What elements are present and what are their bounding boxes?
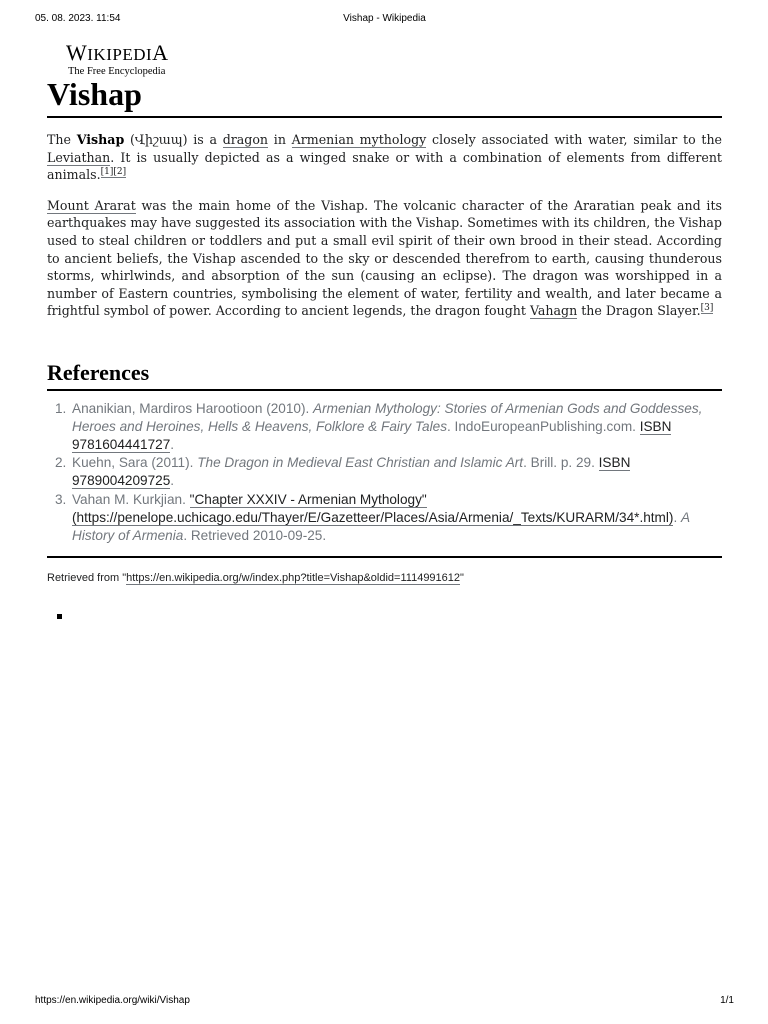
paragraph-intro: The Vishap (Վիշապ) is a dragon in Armenian mythology closely associated with water, similar to the Leviathan. It is usually depicted as a winged snake or with a combination of elements from different animals.[1][2]: [47, 132, 723, 183]
page-number: 1/1: [720, 995, 734, 1006]
bold-term: Vishap: [76, 132, 125, 147]
citation-2[interactable]: [2]: [113, 167, 127, 177]
print-title: Vishap - Wikipedia: [343, 13, 426, 24]
reference-item: 2. Kuehn, Sara (2011). The Dragon in Medieval East Christian and Islamic Art. Brill. p. 29. ISBN 9789004209725.: [55, 455, 631, 489]
references-heading: References: [47, 359, 722, 391]
logo-tagline: The Free Encyclopedia: [68, 66, 166, 77]
reference-title: The Dragon in Medieval East Christian and Islamic Art: [197, 455, 524, 471]
citation-1[interactable]: [1]: [100, 167, 114, 177]
print-date: 05. 08. 2023. 11:54: [35, 13, 121, 24]
isbn-number-link[interactable]: 9781604441727: [72, 436, 171, 452]
paragraph-body: Mount Ararat was the main home of the Vishap. The volcanic character of the Araratian peak and its earthquakes may have suggested its association with the Vishap. Sometimes with its children, the Vishap used to steal children or toddlers and put a small evil spirit of their own brood in their stead. According to ancient beliefs, the Vishap ascended to the sky or descended therefrom to earth, causing thunderous storms, whirlwinds, and absorption of the sun (causing an eclipse). The dragon was worshipped in a number of Eastern countries, symbolising the element of water, fertility and wealth, and later became a frightful symbol of power. According to ancient legends, the dragon fought Vahagn the Dragon Slayer.[3]: [47, 197, 722, 319]
logo-wordmark: WIKIPEDIA: [66, 40, 169, 65]
print-url: https://en.wikipedia.org/wiki/Vishap: [35, 995, 190, 1006]
chapter-link[interactable]: "Chapter XXXIV - Armenian Mythology" (https://penelope.uchicago.edu/Thayer/E/Gazetteer/Places/Asia/Armenia/_Texts/KURARM/34*.html): [72, 491, 674, 525]
print-header: [35, 13, 734, 27]
print-footer: [35, 995, 734, 1009]
retrieved-from: Retrieved from "https://en.wikipedia.org/w/index.php?title=Vishap&oldid=1114991612": [47, 572, 464, 584]
reference-item: 3. Vahan M. Kurkjian. "Chapter XXXIV - Armenian Mythology" (https://penelope.uchicago.edu/Thayer/E/Gazetteer/Places/Asia/Armenia/_Texts/KURARM/34*.html). A History of Armenia. Retrieved 2010-09-25.: [55, 491, 690, 543]
link-armenian-mythology[interactable]: Armenian mythology: [291, 132, 427, 147]
reference-item: 1. Ananikian, Mardiros Harootioon (2010). Armenian Mythology: Stories of Armenian Gods and Goddesses, Heroes and Heroines, Hells & Heavens, Folklore & Fairy Tales. IndoEuropeanPublishing.com. ISBN 9781604441727.: [55, 401, 703, 452]
link-dragon[interactable]: dragon: [222, 132, 269, 147]
citation-3[interactable]: [3]: [700, 303, 714, 314]
isbn-link[interactable]: ISBN: [598, 455, 631, 471]
link-mount-ararat[interactable]: Mount Ararat: [47, 197, 136, 213]
isbn-number-link[interactable]: 9789004209725: [72, 473, 171, 489]
reference-title: Armenian Mythology: Stories of Armenian Gods and Goddesses, Heroes and Heroines, Hells & Heavens, Folklore & Fairy Tales: [72, 401, 703, 434]
references-list: [47, 400, 722, 545]
article-body: [47, 131, 722, 333]
list-bullet: [57, 614, 62, 619]
link-vahagn[interactable]: Vahagn: [529, 303, 578, 319]
reference-title: A History of Armenia: [72, 509, 690, 543]
link-leviathan[interactable]: Leviathan: [47, 149, 111, 165]
permanent-link[interactable]: https://en.wikipedia.org/w/index.php?title=Vishap&oldid=1114991612: [126, 572, 461, 584]
footer-divider: [47, 556, 722, 558]
page-title: Vishap: [47, 72, 722, 118]
isbn-link[interactable]: ISBN: [639, 418, 672, 434]
